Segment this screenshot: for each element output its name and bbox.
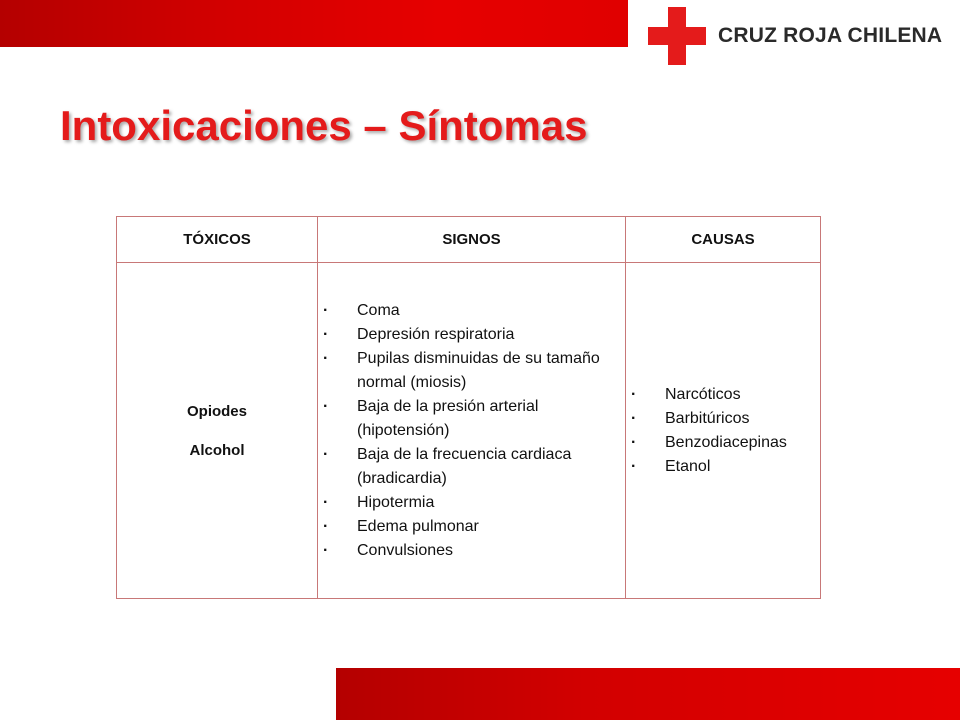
symptoms-table — [116, 216, 821, 599]
header-toxicos: TÓXICOS — [117, 217, 318, 263]
bullet-icon: · — [323, 349, 329, 367]
bullet-icon: · — [323, 325, 329, 343]
header-signos: SIGNOS — [318, 217, 626, 263]
list-item: · Benzodiacepinas — [631, 431, 819, 455]
bullet-icon: · — [631, 409, 637, 427]
table-row — [117, 263, 821, 599]
list-item: · Barbitúricos — [631, 407, 819, 431]
bullet-icon: · — [323, 445, 329, 463]
header-causas: CAUSAS — [626, 217, 821, 263]
table-header-row — [117, 217, 821, 263]
bullet-icon: · — [631, 457, 637, 475]
toxico-item: Alcohol — [189, 441, 245, 459]
page-title: Intoxicaciones – Síntomas — [60, 102, 588, 149]
list-item: · Etanol — [631, 455, 819, 479]
list-item: · Baja de la presión arterial (hipotensión) — [323, 395, 618, 443]
bullet-icon: · — [323, 541, 329, 559]
cruz-roja-logo — [648, 4, 948, 68]
causas-list — [627, 383, 819, 479]
list-item: · Pupilas disminuidas de su tamaño normal (miosis) — [323, 347, 618, 395]
toxicos-cell — [117, 263, 318, 599]
list-item: · Baja de la frecuencia cardiaca (bradicardia) — [323, 443, 618, 491]
list-item: · Hipotermia — [323, 491, 618, 515]
bottom-red-bar — [336, 668, 960, 720]
top-red-bar — [0, 0, 628, 47]
list-item: · Depresión respiratoria — [323, 323, 618, 347]
logo-text: CRUZ ROJA CHILENA — [718, 24, 943, 47]
bullet-icon: · — [323, 517, 329, 535]
bullet-icon: · — [323, 493, 329, 511]
signos-list — [319, 299, 624, 563]
bullet-icon: · — [631, 433, 637, 451]
list-item: · Narcóticos — [631, 383, 819, 407]
red-cross-icon — [648, 7, 706, 65]
bullet-icon: · — [323, 301, 329, 319]
bullet-icon: · — [631, 385, 637, 403]
list-item: · Convulsiones — [323, 539, 618, 563]
list-item: · Coma — [323, 299, 618, 323]
signos-cell — [318, 263, 626, 599]
causas-cell — [626, 263, 821, 599]
list-item: · Edema pulmonar — [323, 515, 618, 539]
bullet-icon: · — [323, 397, 329, 415]
toxico-item: Opiodes — [186, 402, 247, 420]
